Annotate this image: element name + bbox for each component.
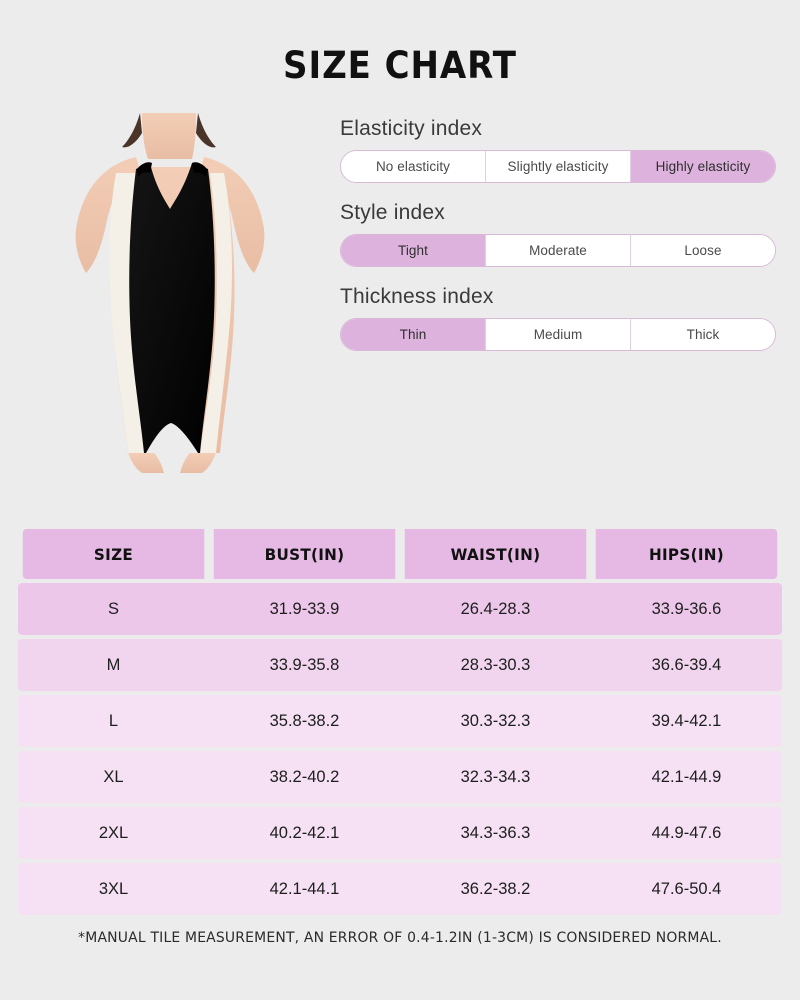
product-image xyxy=(24,113,314,473)
elasticity-index-label: Elasticity index xyxy=(340,117,483,140)
style-index xyxy=(340,201,776,267)
cell-waist: 36.2-38.2 xyxy=(400,863,591,915)
cell-size: XL xyxy=(18,751,209,803)
thickness-index-bar[interactable] xyxy=(340,318,776,351)
cell-hips: 42.1-44.9 xyxy=(591,751,782,803)
table-row xyxy=(18,583,782,635)
cell-hips: 47.6-50.4 xyxy=(591,863,782,915)
style-option-tight[interactable]: Tight xyxy=(341,235,486,266)
cell-waist: 34.3-36.3 xyxy=(400,807,591,859)
cell-waist: 32.3-34.3 xyxy=(400,751,591,803)
header-hips: HIPS(IN) xyxy=(596,529,777,579)
size-table xyxy=(18,525,782,919)
cell-hips: 39.4-42.1 xyxy=(591,695,782,747)
table-row xyxy=(18,807,782,859)
thickness-option-thin[interactable]: Thin xyxy=(341,319,486,350)
table-row xyxy=(18,751,782,803)
index-list xyxy=(314,113,776,473)
table-row xyxy=(18,863,782,915)
size-table-head xyxy=(18,529,782,579)
elasticity-index xyxy=(340,117,776,183)
cell-bust: 42.1-44.1 xyxy=(209,863,400,915)
cell-size: S xyxy=(18,583,209,635)
size-table-wrapper xyxy=(18,525,782,919)
header-size: SIZE xyxy=(23,529,204,579)
style-option-loose[interactable]: Loose xyxy=(631,235,775,266)
thickness-index xyxy=(340,285,776,351)
measurement-note: *MANUAL TILE MEASUREMENT, AN ERROR OF 0.4-1.2IN (1-3CM) IS CONSIDERED NORMAL. xyxy=(78,930,722,946)
cell-bust: 38.2-40.2 xyxy=(209,751,400,803)
header-waist: WAIST(IN) xyxy=(405,529,586,579)
cell-bust: 40.2-42.1 xyxy=(209,807,400,859)
cell-size: 3XL xyxy=(18,863,209,915)
model-illustration xyxy=(24,113,314,473)
style-index-label: Style index xyxy=(340,201,445,224)
cell-size: M xyxy=(18,639,209,691)
cell-bust: 35.8-38.2 xyxy=(209,695,400,747)
cell-waist: 30.3-32.3 xyxy=(400,695,591,747)
top-section xyxy=(0,113,800,473)
cell-waist: 28.3-30.3 xyxy=(400,639,591,691)
cell-size: 2XL xyxy=(18,807,209,859)
thickness-option-thick[interactable]: Thick xyxy=(631,319,775,350)
size-table-body xyxy=(18,583,782,915)
cell-size: L xyxy=(18,695,209,747)
style-option-moderate[interactable]: Moderate xyxy=(486,235,631,266)
elasticity-option-no[interactable]: No elasticity xyxy=(341,151,486,182)
cell-bust: 33.9-35.8 xyxy=(209,639,400,691)
thickness-option-medium[interactable]: Medium xyxy=(486,319,631,350)
style-index-bar[interactable] xyxy=(340,234,776,267)
cell-hips: 44.9-47.6 xyxy=(591,807,782,859)
elasticity-option-slightly[interactable]: Slightly elasticity xyxy=(486,151,631,182)
table-header-row xyxy=(18,529,782,579)
header-bust: BUST(IN) xyxy=(214,529,395,579)
table-row xyxy=(18,695,782,747)
cell-hips: 33.9-36.6 xyxy=(591,583,782,635)
table-row xyxy=(18,639,782,691)
cell-bust: 31.9-33.9 xyxy=(209,583,400,635)
cell-hips: 36.6-39.4 xyxy=(591,639,782,691)
page-title: SIZE CHART xyxy=(283,44,517,87)
elasticity-index-bar[interactable] xyxy=(340,150,776,183)
thickness-index-label: Thickness index xyxy=(340,285,494,308)
cell-waist: 26.4-28.3 xyxy=(400,583,591,635)
elasticity-option-highly[interactable]: Highly elasticity xyxy=(631,151,775,182)
